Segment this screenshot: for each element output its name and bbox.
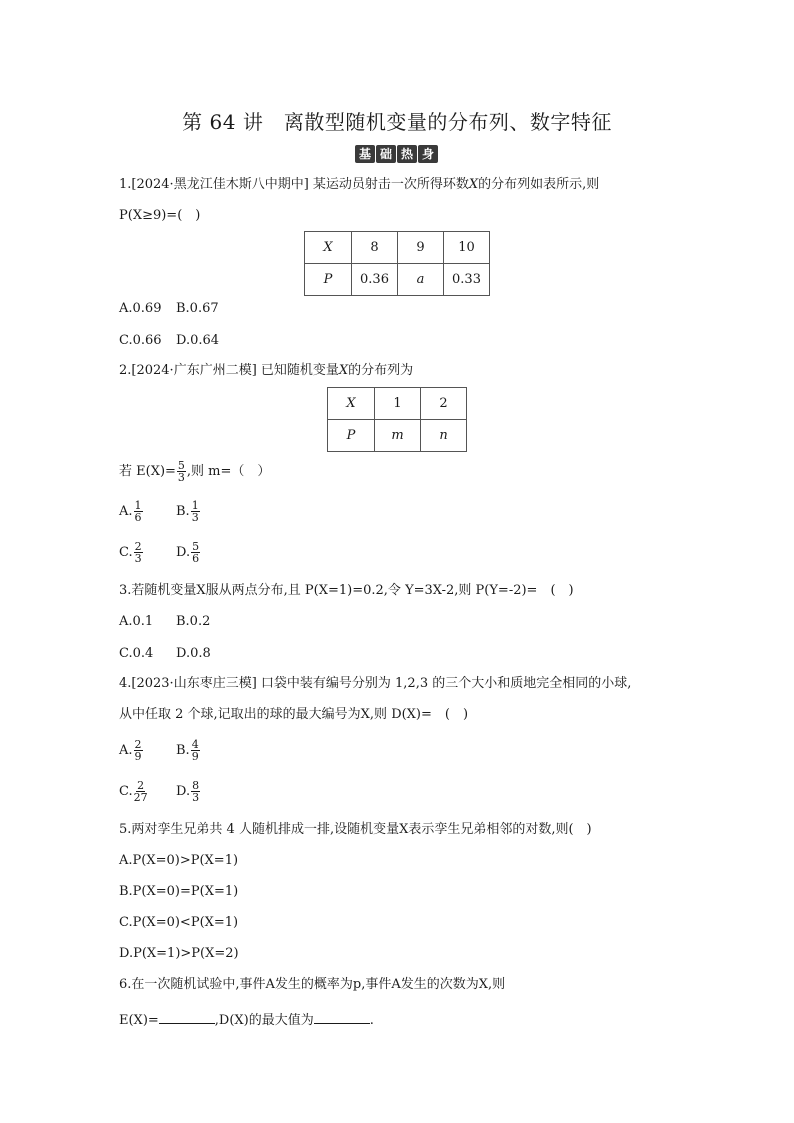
q1-option-a[interactable]: A.0.69 (119, 301, 162, 316)
badge-char: 础 (376, 145, 396, 163)
q2-option-c[interactable]: C. $\frac{2}{3}$ (119, 540, 142, 565)
section-badge (355, 145, 438, 163)
q5-option-b[interactable]: B.P(X=0)=P(X=1) (119, 884, 239, 899)
q3-stem: 3.若随机变量X服从两点分布,且 P(X=1)=0.2,令 Y=3X-2,则 P(Y=-2)= ( ) (119, 583, 574, 598)
q5-option-a[interactable]: A.P(X=0)>P(X=1) (119, 853, 239, 868)
fraction: $\frac{5}{3}$ (177, 459, 185, 484)
q2-option-d[interactable]: D. $\frac{5}{6}$ (176, 540, 200, 565)
q1-option-b[interactable]: B.0.67 (176, 301, 219, 316)
q1-distribution-table (304, 231, 490, 296)
table-cell: P (305, 264, 352, 296)
q2-condition: 若 E(X)= $\frac{5}{3}$ ,则 m=（ ） (119, 459, 271, 484)
q6-stem: 6.在一次随机试验中,事件A发生的概率为p,事件A发生的次数为X,则 (119, 977, 506, 992)
table-cell: 1 (375, 388, 421, 420)
q4-option-b[interactable]: B. $\frac{4}{9}$ (176, 738, 199, 763)
page-title: 第 64 讲 离散型随机变量的分布列、数字特征 (182, 110, 612, 134)
q3-option-b[interactable]: B.0.2 (176, 614, 211, 629)
table-cell: 0.33 (444, 264, 490, 296)
table-cell: X (305, 232, 352, 264)
table-cell: 9 (398, 232, 444, 264)
answer-blank-1[interactable] (159, 1010, 215, 1024)
q5-stem: 5.两对孪生兄弟共 4 人随机排成一排,设随机变量X表示孪生兄弟相邻的对数,则( ) (119, 822, 592, 837)
q4-option-d[interactable]: D. $\frac{8}{3}$ (176, 779, 200, 804)
table-cell: X (328, 388, 375, 420)
q6-answer-line: E(X)= ,D(X)的最大值为 . (119, 1010, 374, 1030)
q4-option-a[interactable]: A. $\frac{2}{9}$ (119, 738, 142, 763)
badge-char: 基 (355, 145, 375, 163)
table-cell: n (421, 420, 467, 452)
q4-stem-line1: 4.[2023·山东枣庄三模] 口袋中装有编号分别为 1,2,3 的三个大小和质地完全相同的小球, (119, 676, 632, 691)
q2-stem: 2.[2024·广东广州二模] 已知随机变量X的分布列为 (119, 363, 414, 378)
q2-option-a[interactable]: A. $\frac{1}{6}$ (119, 499, 142, 524)
q1-option-d[interactable]: D.0.64 (176, 333, 220, 348)
q1-option-c[interactable]: C.0.66 (119, 333, 162, 348)
table-cell: P (328, 420, 375, 452)
q4-stem-line2: 从中任取 2 个球,记取出的球的最大编号为X,则 D(X)= ( ) (119, 707, 469, 722)
q5-option-c[interactable]: C.P(X=0)<P(X=1) (119, 915, 239, 930)
q1-stem: 1.[2024·黑龙江佳木斯八中期中] 某运动员射击一次所得环数X的分布列如表所示,则 (119, 177, 600, 192)
q2-distribution-table (327, 387, 467, 452)
table-cell: 10 (444, 232, 490, 264)
badge-char: 热 (397, 145, 417, 163)
q1-stem-line2: P(X≥9)=( ) (119, 208, 201, 223)
q3-option-d[interactable]: D.0.8 (176, 646, 211, 661)
q4-option-c[interactable]: C. $\frac{2}{27}$ (119, 779, 148, 804)
q3-option-c[interactable]: C.0.4 (119, 646, 154, 661)
table-cell: m (375, 420, 421, 452)
table-cell: 0.36 (352, 264, 398, 296)
badge-char: 身 (418, 145, 438, 163)
q3-option-a[interactable]: A.0.1 (119, 614, 154, 629)
q5-option-d[interactable]: D.P(X=1)>P(X=2) (119, 946, 239, 961)
table-cell: a (398, 264, 444, 296)
table-cell: 2 (421, 388, 467, 420)
table-cell: 8 (352, 232, 398, 264)
answer-blank-2[interactable] (314, 1010, 370, 1024)
q2-option-b[interactable]: B. $\frac{1}{3}$ (176, 499, 199, 524)
